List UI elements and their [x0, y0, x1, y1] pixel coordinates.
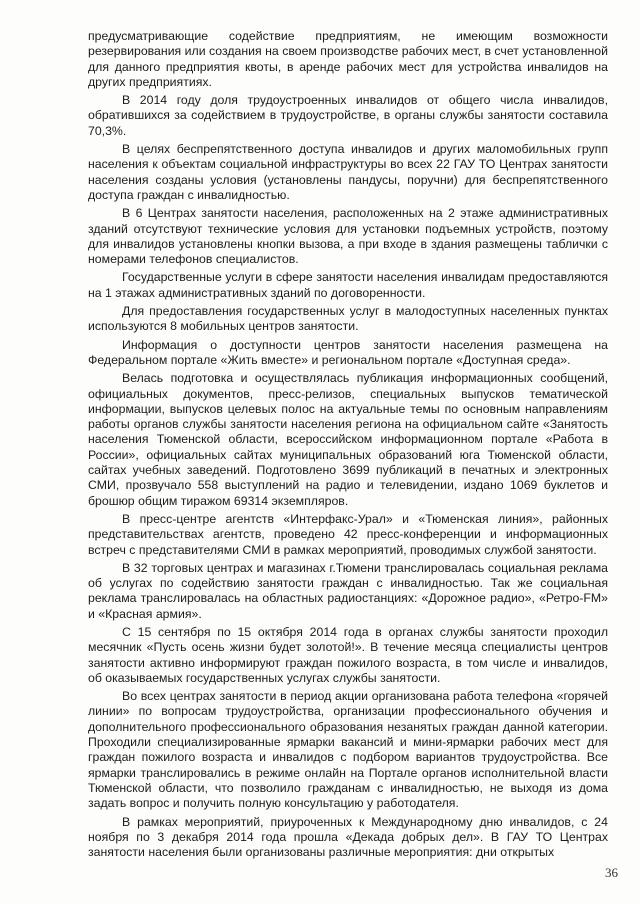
paragraph: Информация о доступности центров занятости населения размещена на Федеральном портале «Жить вместе» и региональном портале «Доступная среда».	[88, 337, 608, 367]
document-body	[88, 29, 608, 863]
paragraph: В пресс-центре агентств «Интерфакс-Урал» и «Тюменская линия», районных представительствах агентств, проведено 42 пресс-конференции и информационных встреч с представителями СМИ в рамках мероприятий, проводимых службой занятости.	[88, 511, 608, 557]
paragraph: Во всех центрах занятости в период акции организована работа телефона «горячей линии» по вопросам трудоустройства, организации профессионального обучения и дополнительного профессионального образования незанятых граждан данной категории. Проходили специализированные ярмарки вакансий и мини-ярмарки рабочих мест для граждан пожилого возраста и инвалидов с подбором вариантов трудоустройства. Все ярмарки транслировались в режиме онлайн на Портале органов исполнительной власти Тюменской области, что позволило гражданам с инвалидностью, не выходя из дома задать вопрос и получить полную консультацию у работодателя.	[88, 689, 608, 811]
paragraph: В 2014 году доля трудоустроенных инвалидов от общего числа инвалидов, обратившихся за содействием в трудоустройстве, в органы службы занятости составила 70,3%.	[88, 93, 608, 138]
paragraph: С 15 сентября по 15 октября 2014 года в органах службы занятости проходил месячник «Пусть осень жизни будет золотой!». В течение месяца специалисты центров занятости активно информируют граждан пожилого возраста, в том числе и инвалидов, об оказываемых государственных услугах службы занятости.	[88, 624, 608, 685]
paragraph: В рамках мероприятий, приуроченных к Международному дню инвалидов, с 24 ноября по 3 декабря 2014 года прошла «Декада добрых дел». В ГАУ ТО Центрах занятости населения были организованы различные мероприятия: дни открытых	[88, 814, 608, 860]
page-number: 36	[605, 865, 618, 880]
paragraph: В 6 Центрах занятости населения, расположенных на 2 этаже административных зданий отсутствуют технические условия для установки подъемных устройств, поэтому для инвалидов установлены кнопки вызова, а при входе в здания размещены таблички с номерами телефонов специалистов.	[88, 206, 608, 267]
paragraph: Государственные услуги в сфере занятости населения инвалидам предоставляются на 1 этажах административных зданий по договоренности.	[88, 270, 608, 300]
paragraph: В целях беспрепятственного доступа инвалидов и других маломобильных групп населения к объектам социальной инфраструктуры во всех 22 ГАУ ТО Центрах занятости населения созданы условия (установлены пандусы, поручни) для беспрепятственного доступа граждан с инвалидностью.	[88, 142, 608, 202]
paragraph: В 32 торговых центрах и магазинах г.Тюмени транслировалась социальная реклама об услугах по содействию занятости граждан с инвалидностью. Так же социальная реклама транслировалась на областных радиостанциях: «Дорожное радио», «Ретро-FM» и «Красная армия».	[88, 560, 608, 621]
paragraph: Для предоставления государственных услуг в малодоступных населенных пунктах используются 8 мобильных центров занятости.	[88, 304, 608, 334]
paragraph: Велась подготовка и осуществлялась публикация информационных сообщений, официальных документов, пресс-релизов, специальных выпусков тематической информации, выпусков целевых полос на актуальные темы по основным направлениям работы органов службы занятости населения региона на официальном сайте «Занятость населения Тюменской области, всероссийском информационном портале «Работа в России», официальных сайтах муниципальных образований юга Тюменской области, сайтах учебных заведений. Подготовлено 3699 публикаций в печатных и электронных СМИ, прозвучало 558 выступлений на радио и телевидении, издано 1069 буклетов и брошюр общим тиражом 69314 экземпляров.	[88, 371, 608, 508]
paragraph: предусматривающие содействие предприятиям, не имеющим возможности резервирования или создания на своем производстве рабочих мест, в счет установленной для данного предприятия квоты, в аренде рабочих мест для устройства инвалидов на других предприятиях.	[88, 29, 608, 89]
